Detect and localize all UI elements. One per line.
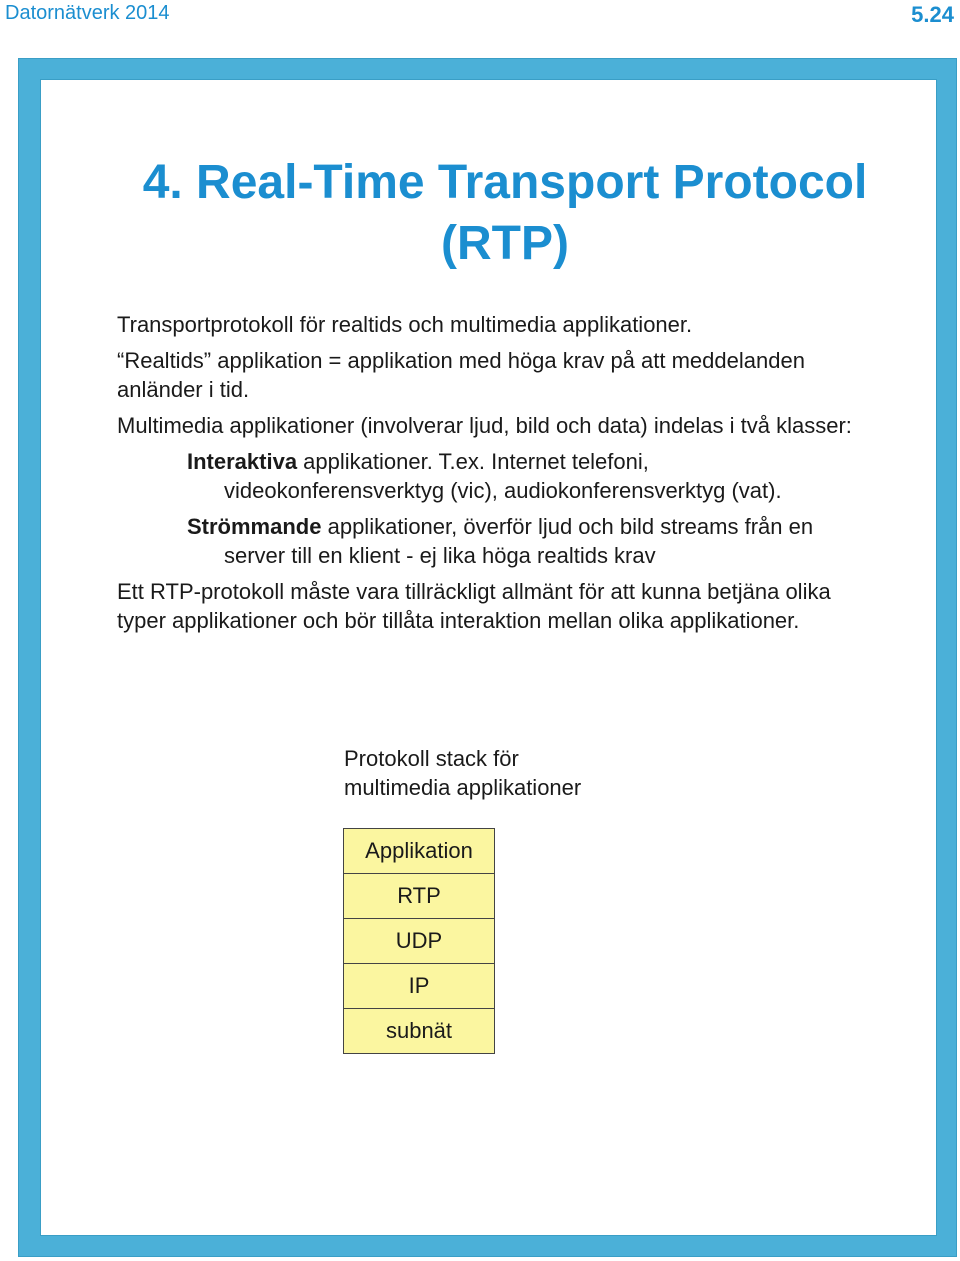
stack-caption [344, 744, 581, 802]
paragraph-multimedia-classes: Multimedia applikationer (involverar ljud, bild och data) indelas i två klasser: [117, 413, 852, 438]
class-item-interactive [117, 447, 867, 505]
paragraph-intro: Transportprotokoll för realtids och multimedia applikationer. [117, 312, 693, 337]
stack-layer-rtp: RTP [344, 874, 494, 919]
stack-layer-udp: UDP [344, 919, 494, 964]
protocol-stack [343, 828, 495, 1054]
paragraph-realtime-definition: “Realtids” applikation = applikation med höga krav på att meddelanden anländer i tid. [117, 348, 805, 402]
class-item-streaming [117, 512, 867, 570]
paragraph-closing: Ett RTP-protokoll måste vara tillräckligt allmänt för att kunna betjäna olika typer applikationer och bör tillåta interaktion mellan olika applikationer. [117, 579, 831, 633]
slide-title-line2: (RTP) [441, 217, 569, 270]
stack-caption-line2: multimedia applikationer [344, 775, 582, 800]
class-term-streaming: Strömmande [187, 514, 322, 539]
class-text-streaming: applikationer, överför ljud och bild streams från en server till en klient - ej lika höga realtids krav [224, 514, 814, 568]
slide-body [117, 310, 867, 642]
slide-title-line1: 4. Real-Time Transport Protocol [142, 156, 868, 209]
class-text-interactive: applikationer. T.ex. Internet telefoni, videokonferensverktyg (vic), audiokonferensverktyg (vat). [224, 449, 782, 503]
stack-caption-line1: Protokoll stack för [344, 746, 519, 771]
stack-layer-ip: IP [344, 964, 494, 1009]
slide-title [0, 152, 960, 274]
course-header: Datornätverk 2014 [5, 2, 170, 24]
stack-layer-application: Applikation [344, 829, 494, 874]
stack-layer-subnet: subnät [385, 1018, 453, 1043]
page-number: 5.24 [911, 2, 954, 27]
class-term-interactive: Interaktiva [187, 449, 298, 474]
